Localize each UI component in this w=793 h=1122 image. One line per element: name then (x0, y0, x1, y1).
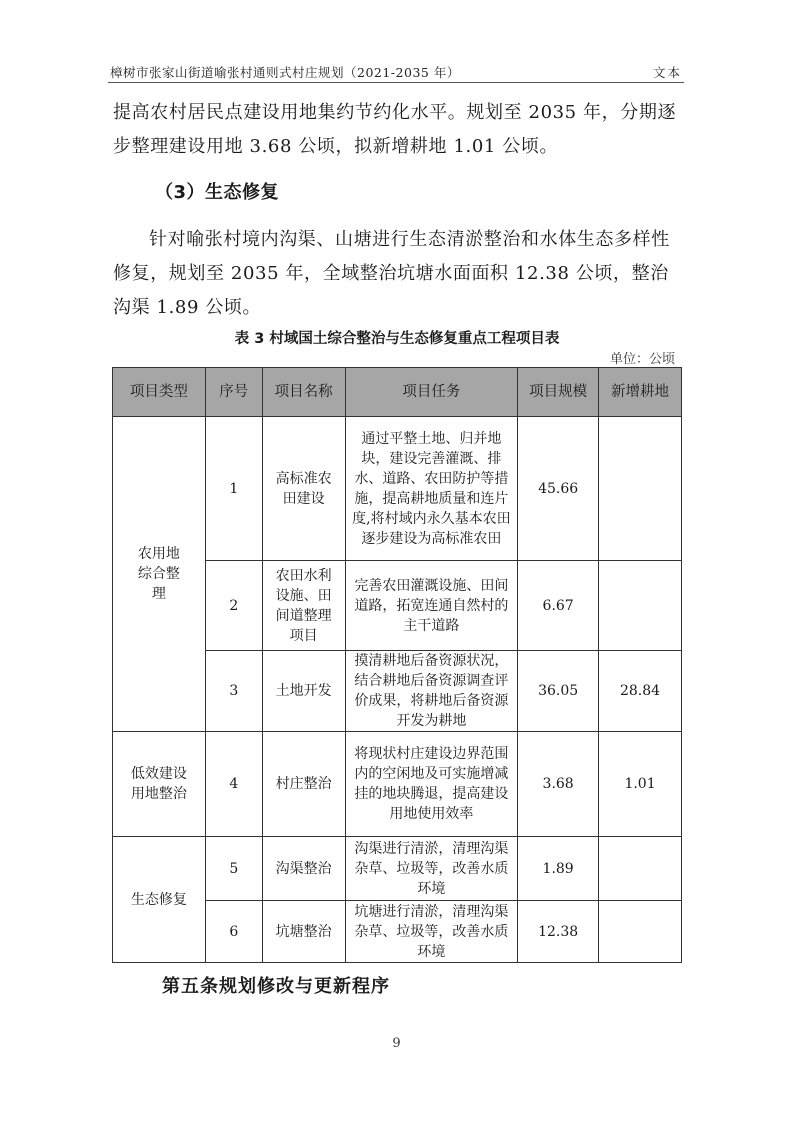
cell-new-farmland (599, 837, 682, 901)
header-new-farmland: 新增耕地 (599, 368, 682, 417)
table-row (113, 732, 682, 837)
article-heading: 第五条规划修改与更新程序 (162, 976, 390, 997)
cell-project-scale: 36.05 (518, 651, 599, 732)
header-serial-no: 序号 (205, 368, 262, 417)
cell-project-name: 村庄整治 (262, 732, 345, 837)
cell-serial-no: 6 (205, 901, 262, 963)
cell-new-farmland (599, 561, 682, 651)
table-unit: 单位：公顷 (609, 352, 675, 367)
cell-serial-no: 3 (205, 651, 262, 732)
header-project-task: 项目任务 (345, 368, 518, 417)
section-heading-ecological-restoration: （3）生态修复 (155, 182, 280, 203)
cell-project-name: 农田水利设施、田间道整理项目 (262, 561, 345, 651)
running-header (108, 60, 684, 83)
cell-project-scale: 6.67 (518, 561, 599, 651)
cell-project-name: 土地开发 (262, 651, 345, 732)
table-caption: 表 3 村域国土综合整治与生态修复重点工程项目表 (234, 331, 560, 347)
cell-project-task: 完善农田灌溉设施、田间道路，拓宽连通自然村的主干道路 (345, 561, 518, 651)
page-number: 9 (392, 1036, 401, 1051)
table-header-row (113, 368, 682, 417)
header-project-type: 项目类型 (113, 368, 206, 417)
cell-new-farmland: 1.01 (599, 732, 682, 837)
cell-project-type: 生态修复 (113, 837, 206, 963)
cell-project-scale: 12.38 (518, 901, 599, 963)
paragraph-ecological-restoration: 针对喻张村境内沟渠、山塘进行生态清淤整治和水体生态多样性修复，规划至 2035 年，全域整治坑塘水面面积 12.38 公顷，整治沟渠 1.89 公顷。 (113, 229, 670, 318)
table-row (113, 417, 682, 561)
cell-project-scale: 1.89 (518, 837, 599, 901)
document-type: 文本 (652, 65, 682, 80)
cell-project-scale: 45.66 (518, 417, 599, 561)
cell-serial-no: 2 (205, 561, 262, 651)
document-title: 樟树市张家山街道喻张村通则式村庄规划（2021-2035 年） (110, 65, 460, 80)
cell-project-task: 将现状村庄建设边界范围内的空闲地及可实施增减挂的地块腾退，提高建设用地使用效率 (345, 732, 518, 837)
cell-project-task: 通过平整土地、归并地块，建设完善灌溉、排水、道路、农田防护等措施，提高耕地质量和连片度,将村域内永久基本农田逐步建设为高标准农田 (345, 417, 518, 561)
cell-project-task: 摸清耕地后备资源状况，结合耕地后备资源调查评价成果，将耕地后备资源开发为耕地 (345, 651, 518, 732)
header-project-scale: 项目规模 (518, 368, 599, 417)
cell-project-name: 沟渠整治 (262, 837, 345, 901)
cell-project-task: 坑塘进行清淤，清理沟渠杂草、垃圾等，改善水质环境 (345, 901, 518, 963)
cell-serial-no: 4 (205, 732, 262, 837)
cell-serial-no: 5 (205, 837, 262, 901)
cell-project-scale: 3.68 (518, 732, 599, 837)
cell-project-type: 农用地综合整理 (113, 417, 206, 732)
cell-project-type: 低效建设用地整治 (113, 732, 206, 837)
cell-new-farmland (599, 417, 682, 561)
cell-project-name: 坑塘整治 (262, 901, 345, 963)
cell-new-farmland (599, 901, 682, 963)
paragraph-land-consolidation: 提高农村居民点建设用地集约节约化水平。规划至 2035 年，分期逐步整理建设用地 3.68 公顷，拟新增耕地 1.01 公顷。 (113, 102, 677, 157)
cell-project-name: 高标准农田建设 (262, 417, 345, 561)
cell-project-task: 沟渠进行清淤，清理沟渠杂草、垃圾等，改善水质环境 (345, 837, 518, 901)
header-project-name: 项目名称 (262, 368, 345, 417)
cell-serial-no: 1 (205, 417, 262, 561)
cell-new-farmland: 28.84 (599, 651, 682, 732)
projects-table (112, 367, 682, 963)
table-row (113, 837, 682, 901)
